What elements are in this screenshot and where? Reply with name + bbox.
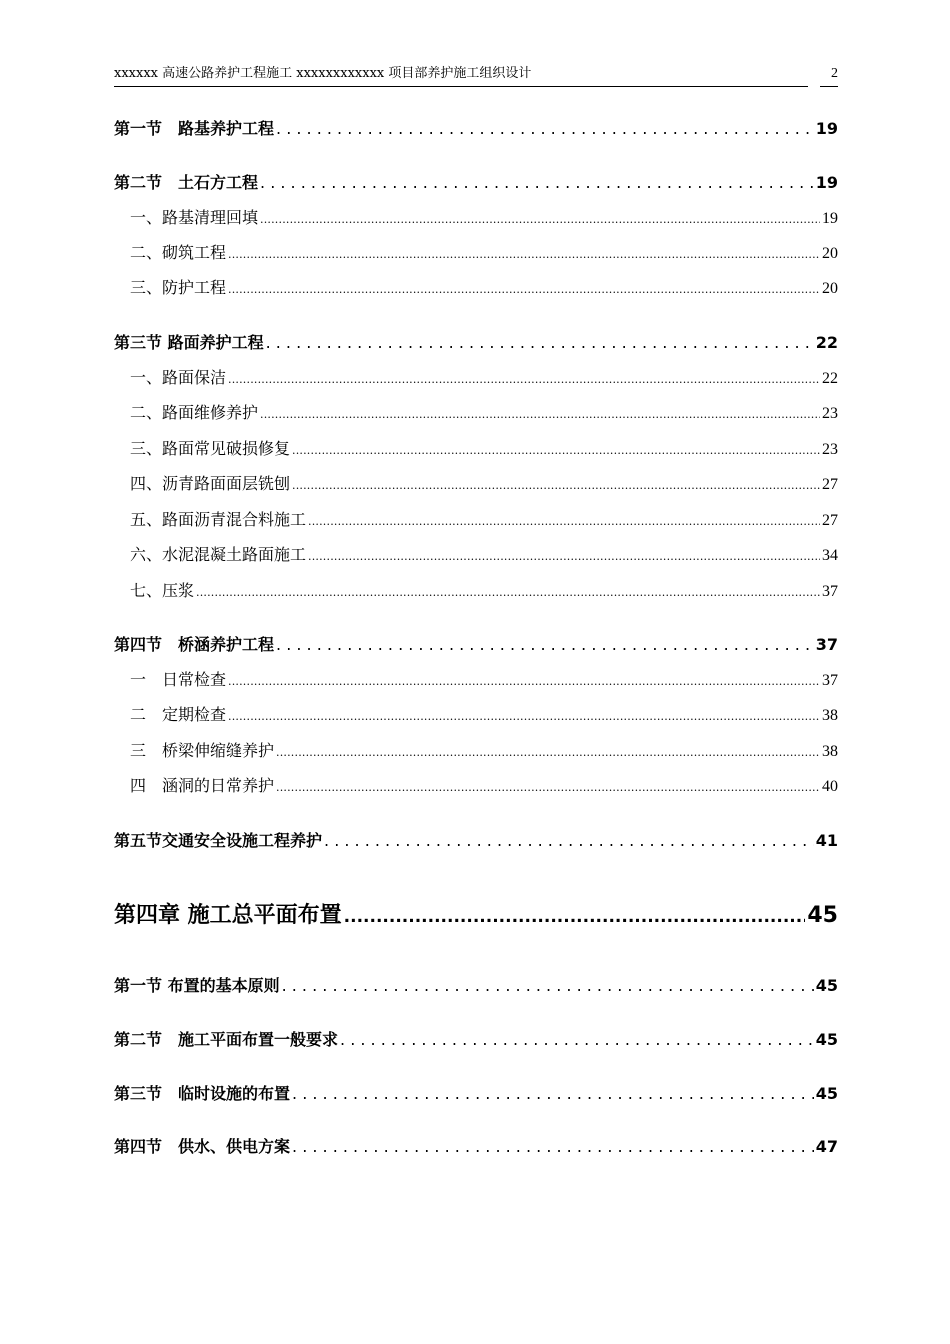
leader-dots: [228, 241, 820, 267]
toc-page: 37: [822, 583, 838, 600]
toc-page: 45: [815, 1084, 838, 1103]
page-number: 2: [820, 64, 838, 87]
toc-label: 三、防护工程: [130, 278, 227, 297]
toc-subitem[interactable]: [130, 543, 838, 569]
leader-dots: [276, 739, 820, 765]
leader-dots: [344, 900, 806, 933]
toc-section-2[interactable]: [114, 1028, 838, 1052]
leader-dots: [282, 974, 814, 998]
leader-dots: [228, 668, 820, 694]
toc-section-4[interactable]: [114, 633, 838, 657]
toc-page: 40: [822, 778, 838, 795]
toc-subitem[interactable]: [130, 668, 838, 694]
toc-label: 二 定期检查: [130, 705, 227, 724]
toc-section-1[interactable]: [114, 117, 838, 141]
toc-page: 23: [822, 405, 838, 422]
toc-label: 二、路面维修养护: [130, 403, 259, 422]
toc-label: 三、路面常见破损修复: [130, 439, 291, 458]
toc-chapter-4[interactable]: [114, 900, 838, 933]
toc-label: 六、水泥混凝土路面施工: [130, 545, 307, 564]
toc-page: 19: [815, 173, 838, 192]
toc-label: 第四节 桥涵养护工程: [114, 635, 275, 654]
leader-dots: [292, 472, 820, 498]
toc-subitem[interactable]: [130, 774, 838, 800]
toc-page: 47: [815, 1137, 838, 1156]
toc-page: 27: [822, 512, 838, 529]
leader-dots: [266, 331, 814, 355]
toc-subitem[interactable]: [130, 739, 838, 765]
toc-label: 第一节 布置的基本原则: [114, 976, 280, 995]
toc-label: 第四节 供水、供电方案: [114, 1137, 291, 1156]
toc-label: 一 日常检查: [130, 670, 227, 689]
toc-page: 38: [822, 743, 838, 760]
toc-page: 38: [822, 707, 838, 724]
toc-page: 19: [822, 210, 838, 227]
running-header: xxxxxx 高速公路养护工程施工 xxxxxxxxxxxx 项目部养护施工组织设计: [114, 64, 808, 87]
toc-subitem[interactable]: [130, 276, 838, 302]
leader-dots: [228, 366, 820, 392]
toc-page: 45: [815, 1030, 838, 1049]
toc-page: 20: [822, 245, 838, 262]
toc-section-3[interactable]: [114, 1082, 838, 1106]
leader-dots: [324, 829, 814, 853]
leader-dots: [292, 1135, 814, 1159]
leader-dots: [340, 1028, 814, 1052]
toc-page: 45: [815, 976, 838, 995]
leader-dots: [292, 1082, 814, 1106]
toc-label: 第四章 施工总平面布置: [114, 903, 342, 928]
toc-label: 第五节交通安全设施工程养护: [114, 831, 323, 850]
toc-label: 四 涵洞的日常养护: [130, 776, 275, 795]
toc-label: 三 桥梁伸缩缝养护: [130, 741, 275, 760]
toc-page: 37: [815, 635, 838, 654]
leader-dots: [260, 206, 820, 232]
toc-label: 七、压浆: [130, 581, 195, 600]
toc-section-4[interactable]: [114, 1135, 838, 1159]
leader-dots: [196, 579, 820, 605]
toc-subitem[interactable]: [130, 703, 838, 729]
toc-page: 45: [807, 903, 838, 928]
leader-dots: [276, 117, 814, 141]
toc-label: 第二节 施工平面布置一般要求: [114, 1030, 339, 1049]
leader-dots: [228, 703, 820, 729]
toc-subitem[interactable]: [130, 401, 838, 427]
leader-dots: [276, 774, 820, 800]
toc-section-2[interactable]: [114, 171, 838, 195]
toc-label: 四、沥青路面面层铣刨: [130, 474, 291, 493]
toc-subitem[interactable]: [130, 472, 838, 498]
toc-page: 41: [815, 831, 838, 850]
toc-subitem[interactable]: [130, 508, 838, 534]
leader-dots: [260, 401, 820, 427]
toc-page: 19: [815, 119, 838, 138]
toc-page: 37: [822, 672, 838, 689]
toc-subitem[interactable]: [130, 206, 838, 232]
toc-subitem[interactable]: [130, 366, 838, 392]
leader-dots: [276, 633, 814, 657]
leader-dots: [308, 543, 820, 569]
toc-section-3[interactable]: [114, 331, 838, 355]
toc-page: 22: [815, 333, 838, 352]
toc-page: 34: [822, 547, 838, 564]
leader-dots: [260, 171, 814, 195]
toc-section-1[interactable]: [114, 974, 838, 998]
toc-label: 五、路面沥青混合料施工: [130, 510, 307, 529]
toc-label: 第一节 路基养护工程: [114, 119, 275, 138]
leader-dots: [228, 276, 820, 302]
toc-label: 二、砌筑工程: [130, 243, 227, 262]
toc-section-5[interactable]: [114, 829, 838, 853]
toc-page: 22: [822, 370, 838, 387]
toc-subitem[interactable]: [130, 579, 838, 605]
leader-dots: [292, 437, 820, 463]
toc-subitem[interactable]: [130, 437, 838, 463]
toc-subitem[interactable]: [130, 241, 838, 267]
toc-page: 20: [822, 280, 838, 297]
toc-label: 第三节 临时设施的布置: [114, 1084, 291, 1103]
toc-label: 一、路面保洁: [130, 368, 227, 387]
toc-label: 第三节 路面养护工程: [114, 333, 264, 352]
toc-label: 第二节 土石方工程: [114, 173, 259, 192]
toc-label: 一、路基清理回填: [130, 208, 259, 227]
toc-page: 27: [822, 476, 838, 493]
leader-dots: [308, 508, 820, 534]
toc-page: 23: [822, 441, 838, 458]
